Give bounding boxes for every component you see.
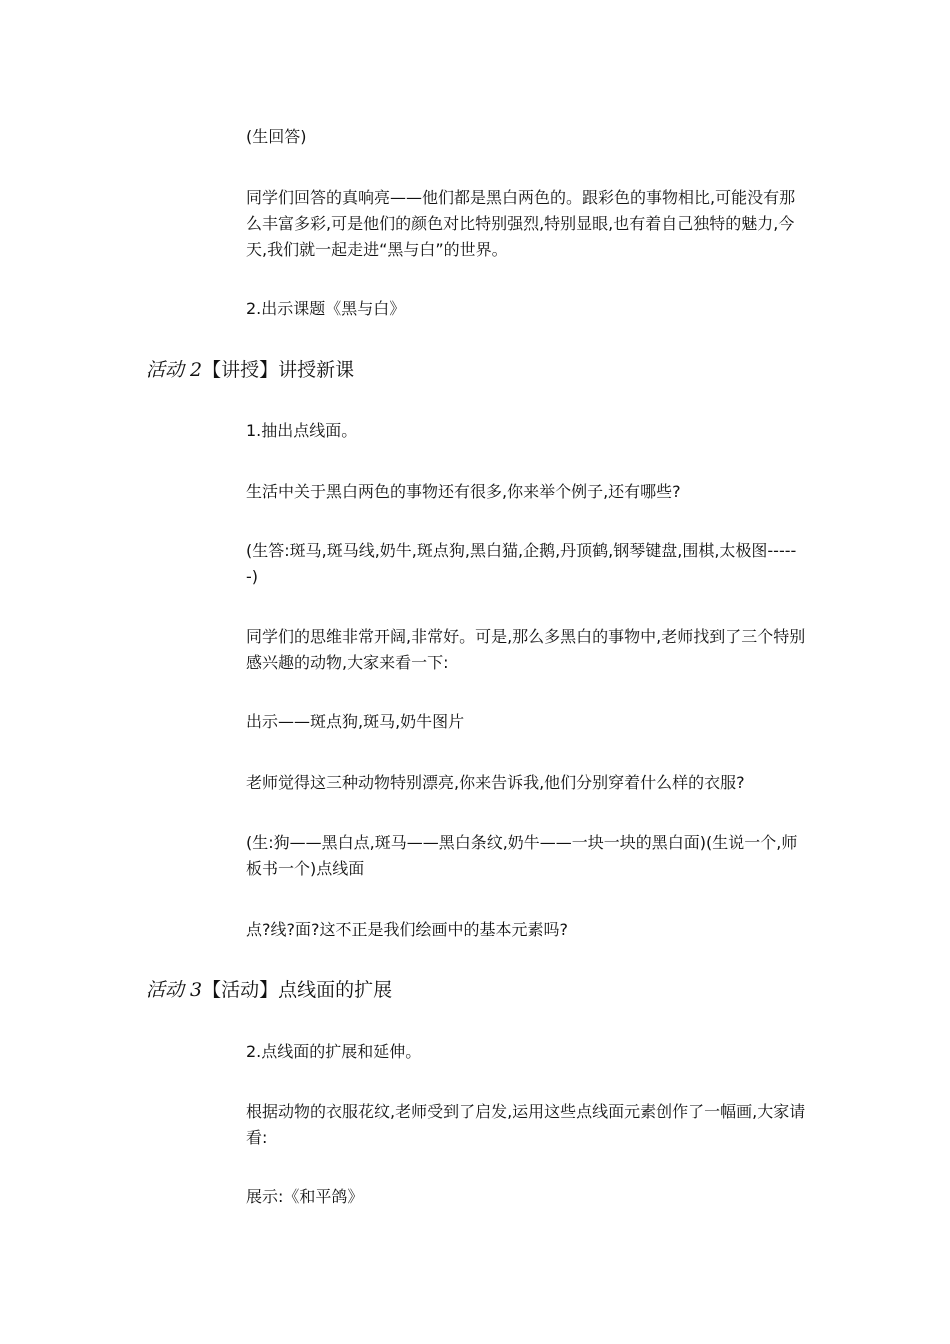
paragraph-teacher-found: 同学们的思维非常开阔,非常好。可是,那么多黑白的事物中,老师找到了三个特别感兴趣的动物,大家来看一下:: [246, 627, 806, 672]
heading-activity-2-prefix: 活动 2: [146, 359, 203, 381]
paragraph-topic: 2.出示课题《黑与白》: [246, 299, 406, 318]
heading-activity-2: [146, 356, 354, 384]
paragraph-student-descriptions: (生:狗——黑白点,斑马——黑白条纹,奶牛——一块一块的黑白面)(生说一个,师板书一个)点线面: [246, 833, 798, 878]
paragraph-basic-elements: 点?线?面?这不正是我们绘画中的基本元素吗?: [246, 920, 568, 939]
paragraph-extension: 2.点线面的扩展和延伸。: [246, 1042, 422, 1061]
paragraph-student-answer: (生回答): [246, 127, 307, 146]
paragraph-show-painting: 展示:《和平鸽》: [246, 1187, 364, 1206]
heading-activity-3-prefix: 活动 3: [146, 979, 203, 1001]
paragraph-inspiration: 根据动物的衣服花纹,老师受到了启发,运用这些点线面元素创作了一幅画,大家请看:: [246, 1102, 806, 1147]
paragraph-student-examples: (生答:斑马,斑马线,奶牛,斑点狗,黑白猫,企鹅,丹顶鹤,钢琴键盘,围棋,太极图------): [246, 541, 797, 586]
paragraph-question: 生活中关于黑白两色的事物还有很多,你来举个例子,还有哪些?: [246, 482, 681, 501]
paragraph-intro: 同学们回答的真响亮——他们都是黑白两色的。跟彩色的事物相比,可能没有那么丰富多彩,可是他们的颜色对比特别强烈,特别显眼,也有着自己独特的魅力,今天,我们就一起走进“黑与白”的世界。: [246, 188, 796, 259]
heading-activity-3: [146, 976, 392, 1004]
paragraph-show-images: 出示——斑点狗,斑马,奶牛图片: [246, 712, 465, 731]
paragraph-animals-clothes: 老师觉得这三种动物特别漂亮,你来告诉我,他们分别穿着什么样的衣服?: [246, 773, 745, 792]
heading-activity-3-text: 【活动】点线面的扩展: [202, 979, 393, 1001]
heading-activity-2-text: 【讲授】讲授新课: [202, 359, 355, 381]
paragraph-point-line-plane: 1.抽出点线面。: [246, 421, 358, 440]
